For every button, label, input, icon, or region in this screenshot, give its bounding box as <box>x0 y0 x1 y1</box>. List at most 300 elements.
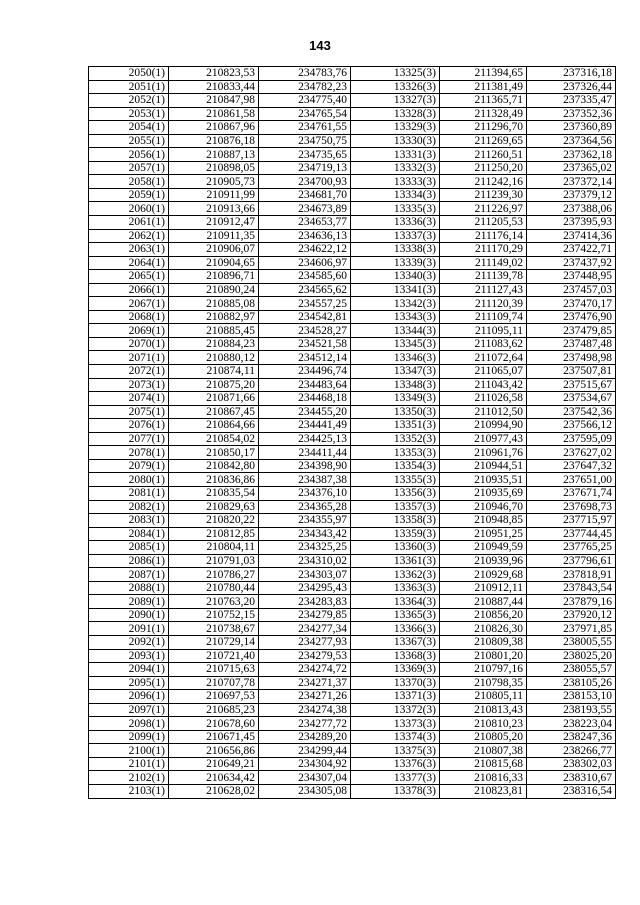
x-coordinate-cell: 210854,02 <box>169 432 259 446</box>
x-coordinate-cell: 211170,29 <box>440 243 527 257</box>
point-id-cell: 13378(3) <box>351 784 440 798</box>
point-id-cell: 13376(3) <box>351 757 440 771</box>
table-row <box>89 80 616 94</box>
x-coordinate-cell: 210697,53 <box>169 690 259 704</box>
y-coordinate-cell: 234653,77 <box>259 216 351 230</box>
table-row <box>89 608 616 622</box>
x-coordinate-cell: 210805,20 <box>440 730 527 744</box>
y-coordinate-cell: 237326,44 <box>527 80 616 94</box>
y-coordinate-cell: 237395,93 <box>527 216 616 230</box>
y-coordinate-cell: 234274,72 <box>259 663 351 677</box>
table-row <box>89 283 616 297</box>
y-coordinate-cell: 237498,98 <box>527 351 616 365</box>
point-id-cell: 13372(3) <box>351 703 440 717</box>
point-id-cell: 13373(3) <box>351 717 440 731</box>
x-coordinate-cell: 210847,98 <box>169 94 259 108</box>
table-row <box>89 419 616 433</box>
x-coordinate-cell: 211109,74 <box>440 310 527 324</box>
point-id-cell: 2098(1) <box>89 717 169 731</box>
y-coordinate-cell: 234304,92 <box>259 757 351 771</box>
table-row <box>89 473 616 487</box>
y-coordinate-cell: 237372,14 <box>527 175 616 189</box>
point-id-cell: 2085(1) <box>89 541 169 555</box>
point-id-cell: 13347(3) <box>351 365 440 379</box>
point-id-cell: 2077(1) <box>89 432 169 446</box>
point-id-cell: 13364(3) <box>351 595 440 609</box>
table-row <box>89 717 616 731</box>
x-coordinate-cell: 210798,35 <box>440 676 527 690</box>
point-id-cell: 13340(3) <box>351 270 440 284</box>
y-coordinate-cell: 234376,10 <box>259 486 351 500</box>
point-id-cell: 13369(3) <box>351 663 440 677</box>
x-coordinate-cell: 210951,25 <box>440 527 527 541</box>
x-coordinate-cell: 210912,11 <box>440 581 527 595</box>
x-coordinate-cell: 211127,43 <box>440 283 527 297</box>
point-id-cell: 13365(3) <box>351 608 440 622</box>
point-id-cell: 2057(1) <box>89 161 169 175</box>
x-coordinate-cell: 210864,66 <box>169 419 259 433</box>
table-row <box>89 67 616 81</box>
point-id-cell: 2091(1) <box>89 622 169 636</box>
y-coordinate-cell: 234277,34 <box>259 622 351 636</box>
x-coordinate-cell: 210829,63 <box>169 500 259 514</box>
x-coordinate-cell: 210890,24 <box>169 283 259 297</box>
y-coordinate-cell: 237651,00 <box>527 473 616 487</box>
x-coordinate-cell: 211239,30 <box>440 188 527 202</box>
y-coordinate-cell: 234528,27 <box>259 324 351 338</box>
y-coordinate-cell: 237647,32 <box>527 459 616 473</box>
x-coordinate-cell: 210904,65 <box>169 256 259 270</box>
y-coordinate-cell: 234622,12 <box>259 243 351 257</box>
x-coordinate-cell: 211260,51 <box>440 148 527 162</box>
y-coordinate-cell: 237362,18 <box>527 148 616 162</box>
table-row <box>89 730 616 744</box>
y-coordinate-cell: 237542,36 <box>527 405 616 419</box>
x-coordinate-cell: 210738,67 <box>169 622 259 636</box>
y-coordinate-cell: 237843,54 <box>527 581 616 595</box>
x-coordinate-cell: 210820,22 <box>169 514 259 528</box>
point-id-cell: 13349(3) <box>351 392 440 406</box>
point-id-cell: 13335(3) <box>351 202 440 216</box>
point-id-cell: 13334(3) <box>351 188 440 202</box>
y-coordinate-cell: 237765,25 <box>527 541 616 555</box>
x-coordinate-cell: 210882,97 <box>169 310 259 324</box>
y-coordinate-cell: 234542,81 <box>259 310 351 324</box>
point-id-cell: 13352(3) <box>351 432 440 446</box>
y-coordinate-cell: 234765,54 <box>259 107 351 121</box>
point-id-cell: 2061(1) <box>89 216 169 230</box>
x-coordinate-cell: 210867,45 <box>169 405 259 419</box>
point-id-cell: 2069(1) <box>89 324 169 338</box>
table-row <box>89 229 616 243</box>
x-coordinate-cell: 210807,38 <box>440 744 527 758</box>
point-id-cell: 2103(1) <box>89 784 169 798</box>
table-row <box>89 663 616 677</box>
point-id-cell: 13362(3) <box>351 568 440 582</box>
x-coordinate-cell: 210912,47 <box>169 216 259 230</box>
x-coordinate-cell: 210935,69 <box>440 486 527 500</box>
y-coordinate-cell: 237515,67 <box>527 378 616 392</box>
x-coordinate-cell: 210826,30 <box>440 622 527 636</box>
table-row <box>89 243 616 257</box>
point-id-cell: 2055(1) <box>89 134 169 148</box>
point-id-cell: 2067(1) <box>89 297 169 311</box>
table-row <box>89 757 616 771</box>
x-coordinate-cell: 210887,44 <box>440 595 527 609</box>
table-row <box>89 690 616 704</box>
y-coordinate-cell: 234557,25 <box>259 297 351 311</box>
point-id-cell: 13348(3) <box>351 378 440 392</box>
x-coordinate-cell: 211365,71 <box>440 94 527 108</box>
x-coordinate-cell: 211149,02 <box>440 256 527 270</box>
point-id-cell: 2072(1) <box>89 365 169 379</box>
y-coordinate-cell: 234277,93 <box>259 635 351 649</box>
y-coordinate-cell: 234483,64 <box>259 378 351 392</box>
y-coordinate-cell: 234700,93 <box>259 175 351 189</box>
x-coordinate-cell: 210906,07 <box>169 243 259 257</box>
point-id-cell: 13328(3) <box>351 107 440 121</box>
x-coordinate-cell: 211242,16 <box>440 175 527 189</box>
point-id-cell: 2094(1) <box>89 663 169 677</box>
x-coordinate-cell: 210949,59 <box>440 541 527 555</box>
point-id-cell: 13356(3) <box>351 486 440 500</box>
x-coordinate-cell: 211012,50 <box>440 405 527 419</box>
point-id-cell: 2083(1) <box>89 514 169 528</box>
x-coordinate-cell: 210977,43 <box>440 432 527 446</box>
x-coordinate-cell: 210885,08 <box>169 297 259 311</box>
table-row <box>89 554 616 568</box>
y-coordinate-cell: 234289,20 <box>259 730 351 744</box>
point-id-cell: 2099(1) <box>89 730 169 744</box>
point-id-cell: 2090(1) <box>89 608 169 622</box>
x-coordinate-cell: 210836,86 <box>169 473 259 487</box>
y-coordinate-cell: 234775,40 <box>259 94 351 108</box>
point-id-cell: 13357(3) <box>351 500 440 514</box>
table-row <box>89 446 616 460</box>
point-id-cell: 2086(1) <box>89 554 169 568</box>
y-coordinate-cell: 237437,92 <box>527 256 616 270</box>
x-coordinate-cell: 210786,27 <box>169 568 259 582</box>
y-coordinate-cell: 237379,12 <box>527 188 616 202</box>
point-id-cell: 2093(1) <box>89 649 169 663</box>
y-coordinate-cell: 234325,25 <box>259 541 351 555</box>
y-coordinate-cell: 237487,48 <box>527 337 616 351</box>
y-coordinate-cell: 237627,02 <box>527 446 616 460</box>
point-id-cell: 13326(3) <box>351 80 440 94</box>
x-coordinate-cell: 210813,43 <box>440 703 527 717</box>
table-row <box>89 310 616 324</box>
y-coordinate-cell: 238310,67 <box>527 771 616 785</box>
x-coordinate-cell: 210804,11 <box>169 541 259 555</box>
coordinates-table-body <box>89 67 616 799</box>
x-coordinate-cell: 210816,33 <box>440 771 527 785</box>
y-coordinate-cell: 238266,77 <box>527 744 616 758</box>
point-id-cell: 2070(1) <box>89 337 169 351</box>
table-row <box>89 649 616 663</box>
table-row <box>89 94 616 108</box>
point-id-cell: 2092(1) <box>89 635 169 649</box>
table-row <box>89 148 616 162</box>
x-coordinate-cell: 210823,53 <box>169 67 259 81</box>
y-coordinate-cell: 234279,85 <box>259 608 351 622</box>
table-row <box>89 500 616 514</box>
x-coordinate-cell: 210867,96 <box>169 121 259 135</box>
table-row <box>89 703 616 717</box>
y-coordinate-cell: 237715,97 <box>527 514 616 528</box>
y-coordinate-cell: 234343,42 <box>259 527 351 541</box>
table-row <box>89 595 616 609</box>
x-coordinate-cell: 210809,38 <box>440 635 527 649</box>
x-coordinate-cell: 211381,49 <box>440 80 527 94</box>
x-coordinate-cell: 210896,71 <box>169 270 259 284</box>
x-coordinate-cell: 211176,14 <box>440 229 527 243</box>
y-coordinate-cell: 237595,09 <box>527 432 616 446</box>
y-coordinate-cell: 234636,13 <box>259 229 351 243</box>
y-coordinate-cell: 238316,54 <box>527 784 616 798</box>
x-coordinate-cell: 210823,81 <box>440 784 527 798</box>
x-coordinate-cell: 210835,54 <box>169 486 259 500</box>
x-coordinate-cell: 210715,63 <box>169 663 259 677</box>
point-id-cell: 2071(1) <box>89 351 169 365</box>
table-row <box>89 771 616 785</box>
table-row <box>89 514 616 528</box>
x-coordinate-cell: 210874,11 <box>169 365 259 379</box>
point-id-cell: 2076(1) <box>89 419 169 433</box>
point-id-cell: 13350(3) <box>351 405 440 419</box>
x-coordinate-cell: 210842,80 <box>169 459 259 473</box>
y-coordinate-cell: 234303,07 <box>259 568 351 582</box>
point-id-cell: 2060(1) <box>89 202 169 216</box>
table-row <box>89 392 616 406</box>
x-coordinate-cell: 210994,90 <box>440 419 527 433</box>
y-coordinate-cell: 234782,23 <box>259 80 351 94</box>
y-coordinate-cell: 237698,73 <box>527 500 616 514</box>
x-coordinate-cell: 210856,20 <box>440 608 527 622</box>
y-coordinate-cell: 234512,14 <box>259 351 351 365</box>
x-coordinate-cell: 210939,96 <box>440 554 527 568</box>
y-coordinate-cell: 237879,16 <box>527 595 616 609</box>
x-coordinate-cell: 210948,85 <box>440 514 527 528</box>
x-coordinate-cell: 210801,20 <box>440 649 527 663</box>
point-id-cell: 13367(3) <box>351 635 440 649</box>
x-coordinate-cell: 211043,42 <box>440 378 527 392</box>
x-coordinate-cell: 210628,02 <box>169 784 259 798</box>
table-row <box>89 270 616 284</box>
table-row <box>89 527 616 541</box>
table-row <box>89 337 616 351</box>
y-coordinate-cell: 237448,95 <box>527 270 616 284</box>
point-id-cell: 2074(1) <box>89 392 169 406</box>
y-coordinate-cell: 234521,58 <box>259 337 351 351</box>
y-coordinate-cell: 237566,12 <box>527 419 616 433</box>
x-coordinate-cell: 210805,11 <box>440 690 527 704</box>
table-row <box>89 378 616 392</box>
point-id-cell: 2078(1) <box>89 446 169 460</box>
x-coordinate-cell: 210887,13 <box>169 148 259 162</box>
point-id-cell: 2100(1) <box>89 744 169 758</box>
point-id-cell: 13344(3) <box>351 324 440 338</box>
point-id-cell: 2056(1) <box>89 148 169 162</box>
y-coordinate-cell: 237360,89 <box>527 121 616 135</box>
y-coordinate-cell: 234673,89 <box>259 202 351 216</box>
point-id-cell: 13351(3) <box>351 419 440 433</box>
point-id-cell: 13342(3) <box>351 297 440 311</box>
y-coordinate-cell: 238247,36 <box>527 730 616 744</box>
point-id-cell: 13371(3) <box>351 690 440 704</box>
point-id-cell: 13363(3) <box>351 581 440 595</box>
table-row <box>89 486 616 500</box>
y-coordinate-cell: 234387,38 <box>259 473 351 487</box>
x-coordinate-cell: 210833,44 <box>169 80 259 94</box>
point-id-cell: 13354(3) <box>351 459 440 473</box>
point-id-cell: 13331(3) <box>351 148 440 162</box>
point-id-cell: 13355(3) <box>351 473 440 487</box>
x-coordinate-cell: 211083,62 <box>440 337 527 351</box>
y-coordinate-cell: 234735,65 <box>259 148 351 162</box>
y-coordinate-cell: 234585,60 <box>259 270 351 284</box>
y-coordinate-cell: 234355,97 <box>259 514 351 528</box>
x-coordinate-cell: 210880,12 <box>169 351 259 365</box>
x-coordinate-cell: 210905,73 <box>169 175 259 189</box>
point-id-cell: 2053(1) <box>89 107 169 121</box>
y-coordinate-cell: 238223,04 <box>527 717 616 731</box>
y-coordinate-cell: 234750,75 <box>259 134 351 148</box>
x-coordinate-cell: 210935,51 <box>440 473 527 487</box>
coordinates-table <box>88 66 616 799</box>
y-coordinate-cell: 234783,76 <box>259 67 351 81</box>
x-coordinate-cell: 210913,66 <box>169 202 259 216</box>
x-coordinate-cell: 210721,40 <box>169 649 259 663</box>
x-coordinate-cell: 211139,78 <box>440 270 527 284</box>
point-id-cell: 13338(3) <box>351 243 440 257</box>
table-row <box>89 107 616 121</box>
x-coordinate-cell: 210812,85 <box>169 527 259 541</box>
table-row <box>89 351 616 365</box>
point-id-cell: 13374(3) <box>351 730 440 744</box>
x-coordinate-cell: 211072,64 <box>440 351 527 365</box>
table-row <box>89 161 616 175</box>
point-id-cell: 13345(3) <box>351 337 440 351</box>
point-id-cell: 2089(1) <box>89 595 169 609</box>
x-coordinate-cell: 210729,14 <box>169 635 259 649</box>
x-coordinate-cell: 210885,45 <box>169 324 259 338</box>
y-coordinate-cell: 234279,53 <box>259 649 351 663</box>
y-coordinate-cell: 234283,83 <box>259 595 351 609</box>
table-row <box>89 432 616 446</box>
y-coordinate-cell: 237365,02 <box>527 161 616 175</box>
point-id-cell: 2062(1) <box>89 229 169 243</box>
point-id-cell: 13370(3) <box>351 676 440 690</box>
table-row <box>89 134 616 148</box>
table-row <box>89 256 616 270</box>
x-coordinate-cell: 210634,42 <box>169 771 259 785</box>
y-coordinate-cell: 237388,06 <box>527 202 616 216</box>
point-id-cell: 13339(3) <box>351 256 440 270</box>
x-coordinate-cell: 211226,97 <box>440 202 527 216</box>
point-id-cell: 13336(3) <box>351 216 440 230</box>
x-coordinate-cell: 210671,45 <box>169 730 259 744</box>
y-coordinate-cell: 237479,85 <box>527 324 616 338</box>
x-coordinate-cell: 211250,20 <box>440 161 527 175</box>
y-coordinate-cell: 237364,56 <box>527 134 616 148</box>
point-id-cell: 13375(3) <box>351 744 440 758</box>
point-id-cell: 2096(1) <box>89 690 169 704</box>
x-coordinate-cell: 210875,20 <box>169 378 259 392</box>
y-coordinate-cell: 234441,49 <box>259 419 351 433</box>
table-row <box>89 568 616 582</box>
y-coordinate-cell: 234271,37 <box>259 676 351 690</box>
point-id-cell: 13368(3) <box>351 649 440 663</box>
point-id-cell: 2087(1) <box>89 568 169 582</box>
point-id-cell: 2052(1) <box>89 94 169 108</box>
table-row <box>89 188 616 202</box>
y-coordinate-cell: 237422,71 <box>527 243 616 257</box>
table-row <box>89 459 616 473</box>
table-row <box>89 365 616 379</box>
y-coordinate-cell: 234496,74 <box>259 365 351 379</box>
x-coordinate-cell: 210810,23 <box>440 717 527 731</box>
table-row <box>89 175 616 189</box>
table-row <box>89 581 616 595</box>
y-coordinate-cell: 238302,03 <box>527 757 616 771</box>
y-coordinate-cell: 234277,72 <box>259 717 351 731</box>
y-coordinate-cell: 238153,10 <box>527 690 616 704</box>
table-row <box>89 324 616 338</box>
x-coordinate-cell: 211026,58 <box>440 392 527 406</box>
y-coordinate-cell: 234681,70 <box>259 188 351 202</box>
x-coordinate-cell: 210752,15 <box>169 608 259 622</box>
point-id-cell: 2088(1) <box>89 581 169 595</box>
y-coordinate-cell: 234565,62 <box>259 283 351 297</box>
x-coordinate-cell: 211269,65 <box>440 134 527 148</box>
point-id-cell: 13361(3) <box>351 554 440 568</box>
x-coordinate-cell: 211296,70 <box>440 121 527 135</box>
page-number: 143 <box>309 38 331 53</box>
y-coordinate-cell: 237796,61 <box>527 554 616 568</box>
x-coordinate-cell: 210685,23 <box>169 703 259 717</box>
y-coordinate-cell: 234719,13 <box>259 161 351 175</box>
y-coordinate-cell: 234274,38 <box>259 703 351 717</box>
x-coordinate-cell: 211120,39 <box>440 297 527 311</box>
point-id-cell: 2050(1) <box>89 67 169 81</box>
x-coordinate-cell: 211328,49 <box>440 107 527 121</box>
y-coordinate-cell: 237671,74 <box>527 486 616 500</box>
x-coordinate-cell: 210780,44 <box>169 581 259 595</box>
point-id-cell: 13353(3) <box>351 446 440 460</box>
x-coordinate-cell: 210656,86 <box>169 744 259 758</box>
point-id-cell: 2082(1) <box>89 500 169 514</box>
point-id-cell: 2065(1) <box>89 270 169 284</box>
x-coordinate-cell: 210871,66 <box>169 392 259 406</box>
y-coordinate-cell: 237534,67 <box>527 392 616 406</box>
table-row <box>89 121 616 135</box>
point-id-cell: 2084(1) <box>89 527 169 541</box>
point-id-cell: 2101(1) <box>89 757 169 771</box>
point-id-cell: 2051(1) <box>89 80 169 94</box>
table-row <box>89 622 616 636</box>
table-row <box>89 405 616 419</box>
table-row <box>89 216 616 230</box>
y-coordinate-cell: 238055,57 <box>527 663 616 677</box>
y-coordinate-cell: 234310,02 <box>259 554 351 568</box>
y-coordinate-cell: 238005,55 <box>527 635 616 649</box>
x-coordinate-cell: 210944,51 <box>440 459 527 473</box>
x-coordinate-cell: 210678,60 <box>169 717 259 731</box>
point-id-cell: 2080(1) <box>89 473 169 487</box>
table-row <box>89 784 616 798</box>
point-id-cell: 13366(3) <box>351 622 440 636</box>
point-id-cell: 2073(1) <box>89 378 169 392</box>
